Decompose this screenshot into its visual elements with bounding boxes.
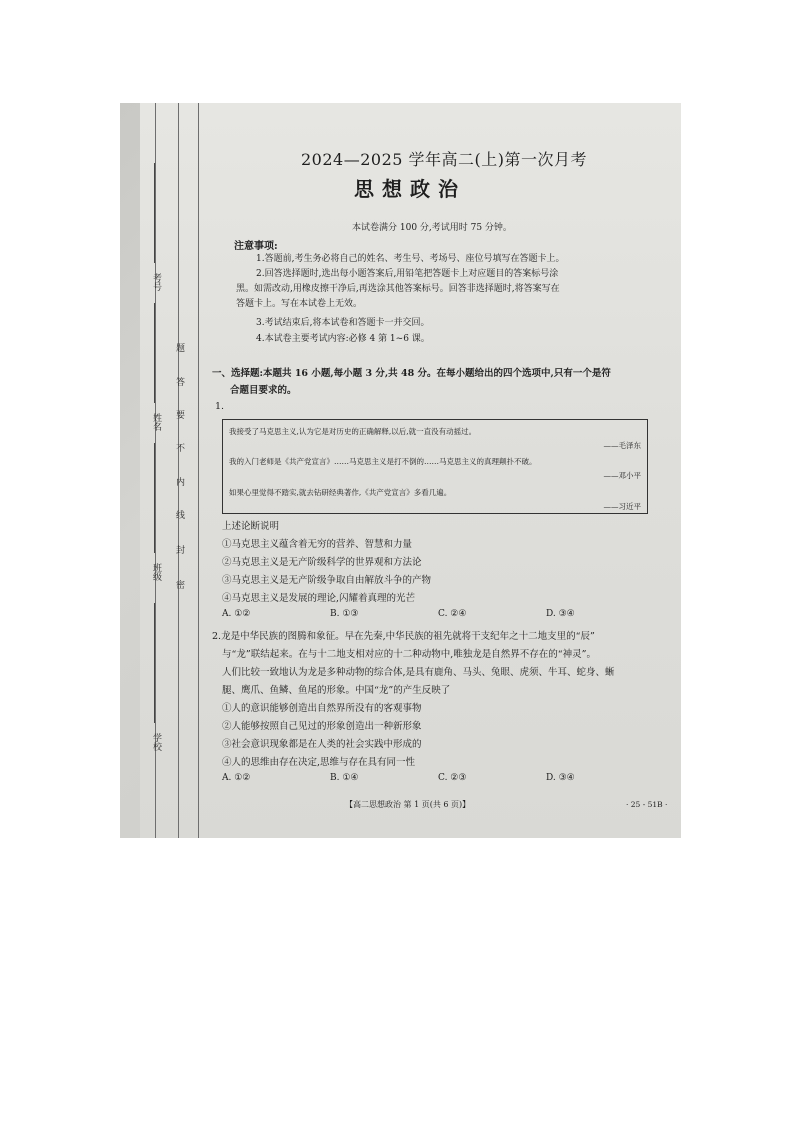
- name-blank: [154, 303, 155, 403]
- paper-code: · 25 - 51B ·: [626, 800, 668, 809]
- notice-line: 3.考试结束后,将本试卷和答题卡一并交回。: [256, 318, 430, 328]
- quote-text: 我的入门老师是《共产党宣言》……马克思主义是打不倒的……马克思主义的真理颠扑不破。: [229, 457, 537, 466]
- name-label: 姓名: [151, 413, 161, 431]
- notice-line: 答题卡上。写在本试卷上无效。: [236, 299, 363, 309]
- quote-box: [222, 419, 648, 514]
- seal-char: 题: [176, 344, 186, 354]
- question-stem: 人们比较一致地认为龙是多种动物的综合体,是具有鹿角、马头、兔眼、虎须、牛耳、蛇身、蜥: [222, 667, 615, 678]
- seal-char: 封: [176, 546, 186, 556]
- margin-line-inner: [198, 103, 199, 838]
- notice-line: 1.答题前,考生务必将自己的姓名、考生号、考场号、座位号填写在答题卡上。: [256, 254, 565, 264]
- score-note: 本试卷满分 100 分,考试用时 75 分钟。: [352, 223, 512, 233]
- question-stem: 与“龙”联结起来。在与十二地支相对应的十二种动物中,唯独龙是自然界不存在的“神灵”。: [222, 649, 596, 660]
- subject-title: 思想政治: [354, 177, 466, 201]
- exam-no-label: 考号: [151, 273, 161, 291]
- option-b: B. ①③: [330, 609, 359, 619]
- quote-text: 我接受了马克思主义,认为它是对历史的正确解释,以后,就一直没有动摇过。: [229, 427, 477, 436]
- option-a: A. ①②: [222, 609, 251, 619]
- statement: ②人能够按照自己见过的形象创造出一种新形象: [222, 721, 422, 732]
- margin-line-middle: [178, 103, 179, 838]
- question-number: 1.: [215, 401, 225, 412]
- notice-line: 黑。如需改动,用橡皮擦干净后,再选涂其他答案标号。回答非选择题时,将答案写在: [236, 284, 560, 294]
- statement: ②马克思主义是无产阶级科学的世界观和方法论: [222, 557, 422, 568]
- statement: ④人的思维由存在决定,思维与存在具有同一性: [222, 757, 416, 768]
- notice-line: 4.本试卷主要考试内容:必修 4 第 1~6 课。: [256, 334, 430, 344]
- statement: ④马克思主义是发展的理论,闪耀着真理的光芒: [222, 593, 416, 604]
- option-c: C. ②③: [438, 773, 467, 783]
- section-heading: 一、选择题:本题共 16 小题,每小题 3 分,共 48 分。在每小题给出的四个选项中,只有一个是符: [212, 368, 611, 379]
- seal-char: 线: [176, 511, 186, 521]
- margin-line-outer: [155, 103, 156, 838]
- quote-author: ——毛泽东: [603, 441, 641, 450]
- notice-line: 2.回答选择题时,选出每小题答案后,用铅笔把答题卡上对应题目的答案标号涂: [256, 269, 559, 279]
- question-stem: 上述论断说明: [222, 521, 280, 532]
- seal-char: 密: [176, 581, 186, 591]
- notice-title: 注意事项:: [234, 241, 278, 252]
- quote-author: ——邓小平: [603, 471, 641, 480]
- class-label: 班级: [151, 563, 161, 581]
- option-c: C. ②④: [438, 609, 467, 619]
- option-d: D. ③④: [546, 609, 575, 619]
- exam-title: 2024—2025 学年高二(上)第一次月考: [301, 150, 588, 169]
- statement: ①马克思主义蕴含着无穷的营养、智慧和力量: [222, 539, 413, 550]
- class-blank: [154, 443, 155, 553]
- quote-author: ——习近平: [603, 502, 641, 511]
- seal-char: 答: [176, 378, 186, 388]
- exam-no-blank: [154, 163, 155, 263]
- question-stem: 腿、鹰爪、鱼鳞、鱼尾的形象。中国“龙”的产生反映了: [222, 685, 451, 696]
- school-label: 学校: [151, 733, 161, 751]
- seal-char: 要: [176, 411, 186, 421]
- page-footer: 【高二思想政治 第 1 页(共 6 页)】: [345, 800, 471, 809]
- statement: ③马克思主义是无产阶级争取自由解放斗争的产物: [222, 575, 432, 586]
- option-a: A. ①②: [222, 773, 251, 783]
- quote-text: 如果心里觉得不踏实,就去钻研经典著作,《共产党宣言》多看几遍。: [229, 488, 452, 497]
- statement: ①人的意识能够创造出自然界所没有的客观事物: [222, 703, 422, 714]
- option-b: B. ①④: [330, 773, 359, 783]
- question-stem: 2.龙是中华民族的图腾和象征。早在先秦,中华民族的祖先就将干支纪年之十二地支里的“辰”: [212, 631, 595, 642]
- option-d: D. ③④: [546, 773, 575, 783]
- seal-char: 不: [176, 444, 186, 454]
- section-heading-cont: 合题目要求的。: [230, 385, 297, 396]
- statement: ③社会意识现象都是在人类的社会实践中形成的: [222, 739, 422, 750]
- photo-of-exam-paper: [120, 103, 681, 838]
- school-blank: [154, 603, 155, 723]
- seal-char: 内: [176, 478, 186, 488]
- exam-sheet: [140, 103, 681, 838]
